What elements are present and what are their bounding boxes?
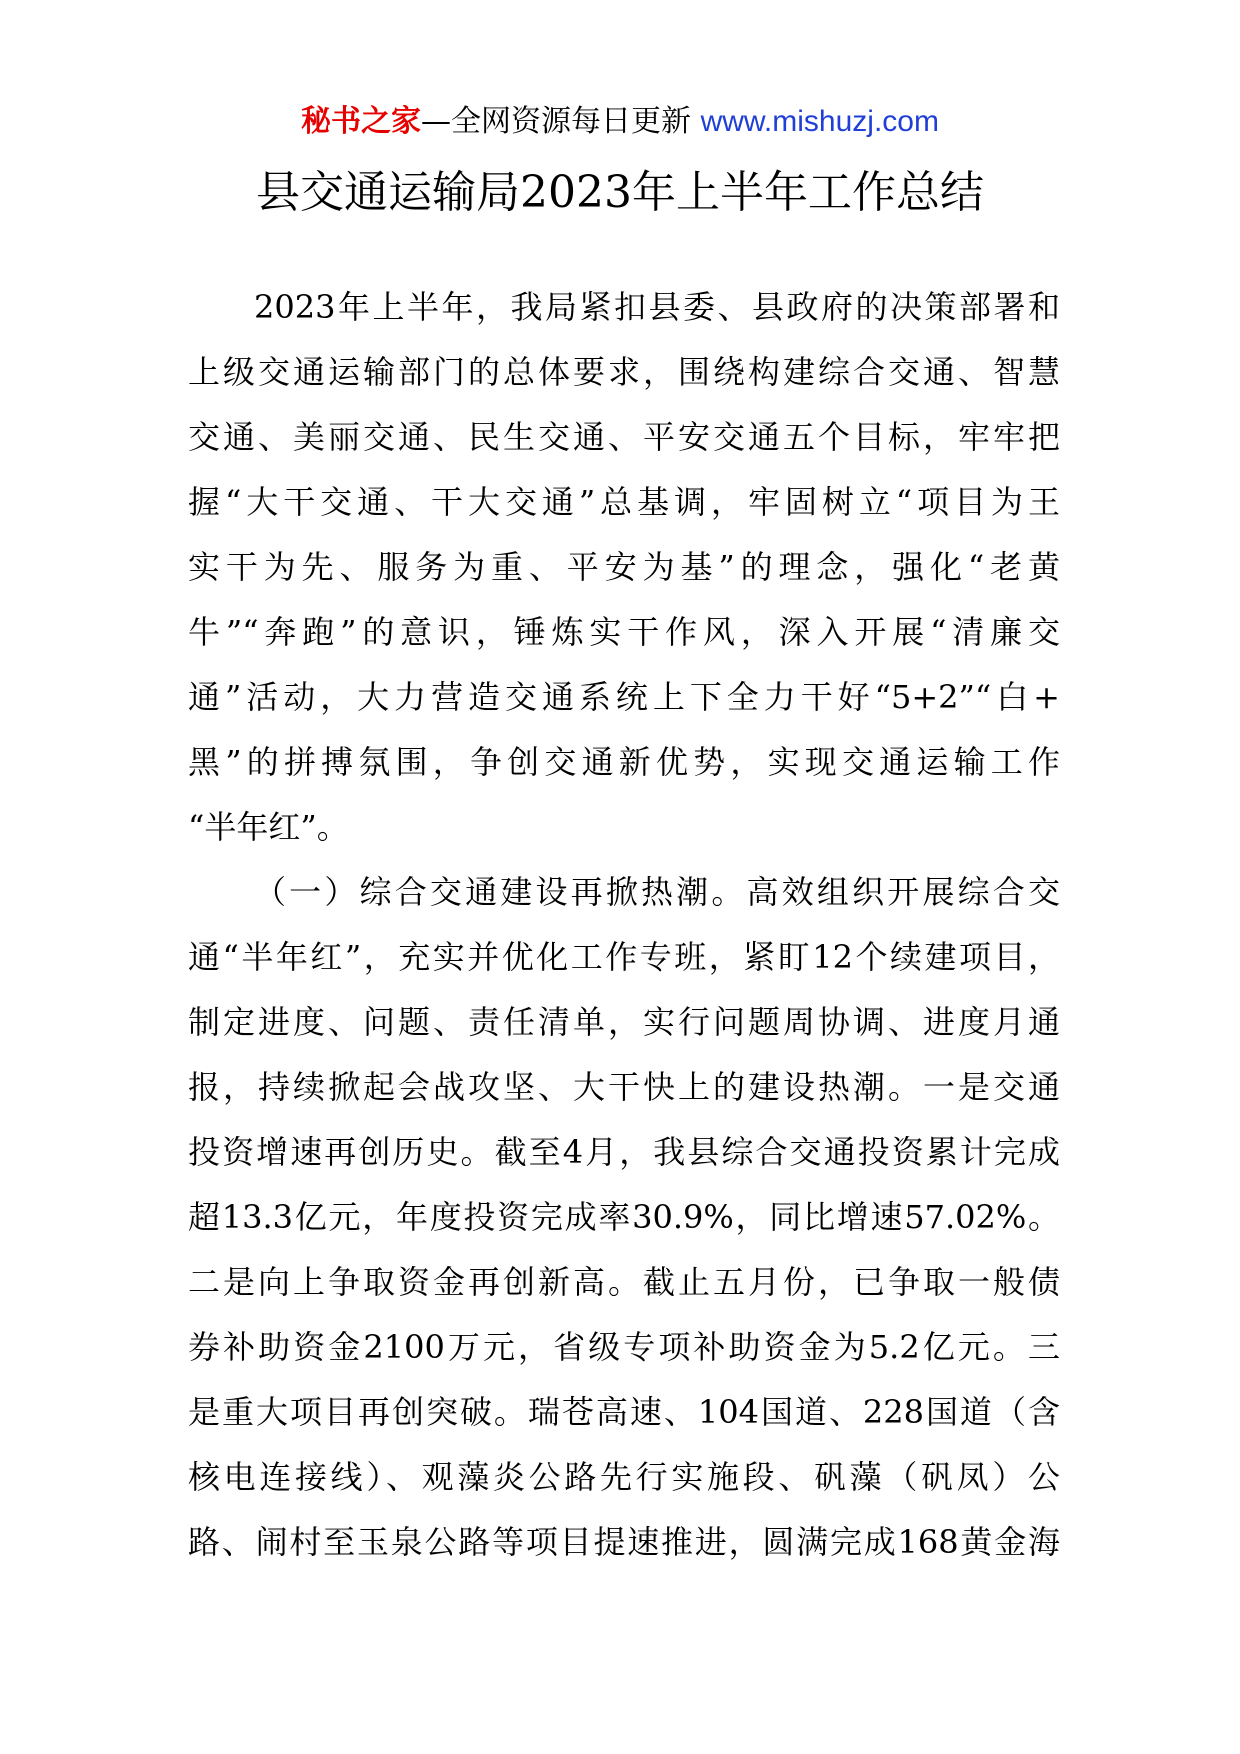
header-slogan: —全网资源每日更新 [421, 104, 701, 139]
paragraph-line: 通“半年红”，充实并优化工作专班，紧盯12个续建项目， [188, 938, 1060, 976]
paragraph-line: 核电连接线）、观藻炎公路先行实施段、矾藻（矾凤）公 [188, 1458, 1060, 1496]
paragraph-line: 二是向上争取资金再创新高。截止五月份，已争取一般债 [188, 1263, 1060, 1301]
paragraph-line: 通”活动，大力营造交通系统上下全力干好“5+2”“白+ [188, 678, 1060, 716]
paragraph-line: 路、闹村至玉泉公路等项目提速推进，圆满完成168黄金海 [188, 1523, 1060, 1561]
paragraph-line: 制定进度、问题、责任清单，实行问题周协调、进度月通 [188, 1003, 1060, 1041]
paragraph-line: 报，持续掀起会战攻坚、大干快上的建设热潮。一是交通 [188, 1068, 1060, 1106]
brand-name: 秘书之家 [301, 104, 422, 139]
site-header [0, 100, 1240, 144]
paragraph-line: 投资增速再创历史。截至4月，我县综合交通投资累计完成 [188, 1133, 1060, 1171]
paragraph-line: 握“大干交通、干大交通”总基调，牢固树立“项目为王 [188, 483, 1060, 521]
document-title: 县交通运输局2023年上半年工作总结 [256, 167, 984, 218]
paragraph-line: 牛”“奔跑”的意识，锤炼实干作风，深入开展“清廉交 [188, 613, 1060, 651]
paragraph-line: 是重大项目再创突破。瑞苍高速、104国道、228国道（含 [188, 1393, 1060, 1431]
paragraph-line: “半年红”。 [188, 808, 349, 846]
document-body [188, 287, 1060, 1587]
paragraph-line: 黑”的拼搏氛围，争创交通新优势，实现交通运输工作 [188, 743, 1060, 781]
paragraph-line: 上级交通运输部门的总体要求，围绕构建综合交通、智慧 [188, 353, 1060, 391]
paragraph-line: 交通、美丽交通、民生交通、平安交通五个目标，牢牢把 [188, 418, 1060, 456]
paragraph-line: （一）综合交通建设再掀热潮。高效组织开展综合交 [254, 873, 1060, 911]
paragraph-line: 2023年上半年，我局紧扣县委、县政府的决策部署和 [254, 288, 1060, 326]
paragraph-line: 券补助资金2100万元，省级专项补助资金为5.2亿元。三 [188, 1328, 1060, 1366]
paragraph-line: 实干为先、服务为重、平安为基”的理念，强化“老黄 [188, 548, 1060, 586]
paragraph-line: 超13.3亿元，年度投资完成率30.9%，同比增速57.02%。 [188, 1198, 1060, 1236]
site-url-link[interactable]: www.mishuzj.com [700, 105, 939, 138]
